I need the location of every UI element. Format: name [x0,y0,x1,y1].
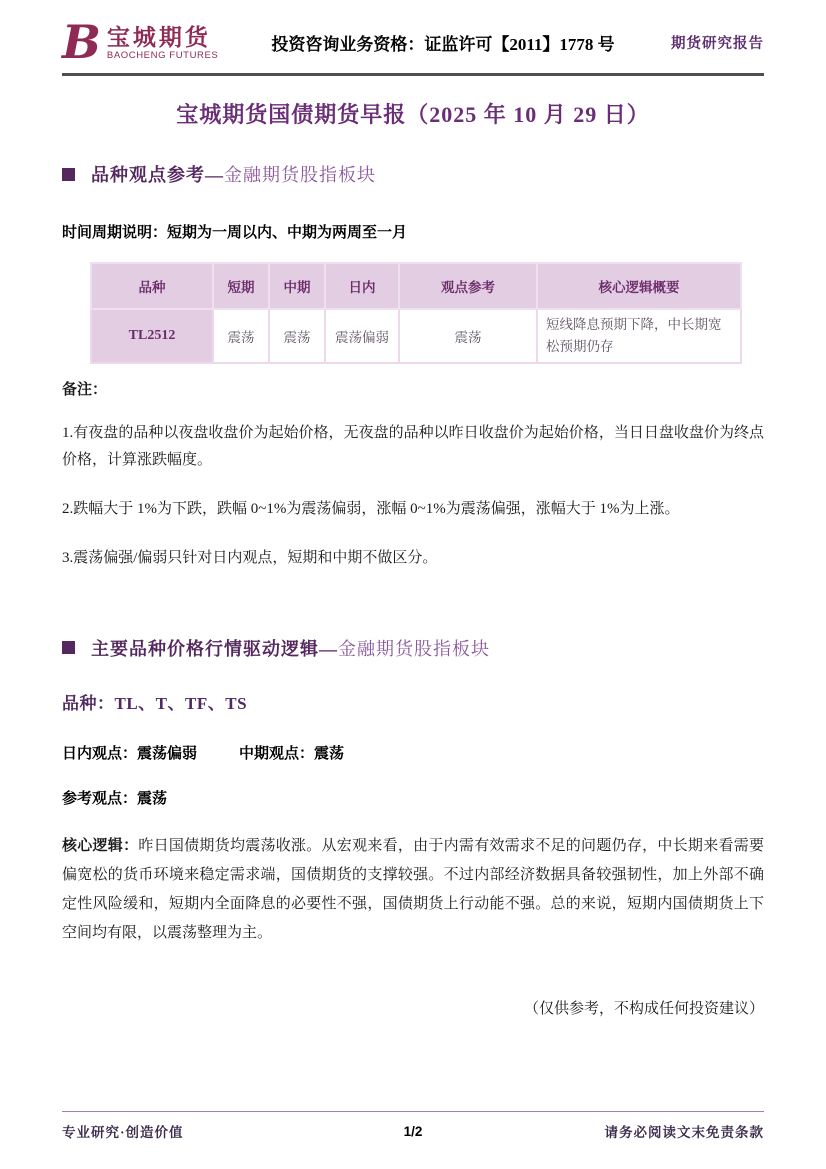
logo-monogram-icon: B [62,15,101,69]
col-header-view: 观点参考 [399,263,537,309]
remark-note-2: 2.跌幅大于 1%为下跌，跌幅 0~1%为震荡偏弱，涨幅 0~1%为震荡偏强，涨幅大于 1%为上涨。 [62,501,680,518]
viewpoint-table [90,262,742,363]
cell-intraday: 震荡偏弱 [325,309,399,362]
footer-disclaimer-note: 请务必阅读文末免责条款 [604,1125,764,1140]
section1-heading-bold: 品种观点参考— [91,165,224,186]
col-header-variety: 品种 [91,263,213,309]
mid-view-value: 震荡 [314,745,345,762]
core-logic-text: 昨日国债期货均震荡收涨。从宏观来看，由于内需有效需求不足的问题仍存，中长期来看需要偏宽松的货币环境来稳定需求端，国债期货的支撑较强。不过内部经济数据具备较强韧性，加上外部不确定性风险缓和，短期内全面降息的必要性不强，国债期货上行动能不强。总的来说，短期内国债期货上下空间均有限，以震荡整理为主。 [62,837,764,942]
core-logic-paragraph [62,832,764,949]
qualification-text: 投资咨询业务资格：证监许可【2011】1778 号 [271,35,615,55]
col-header-logic: 核心逻辑概要 [537,263,741,309]
square-bullet-icon [62,168,75,181]
cell-core-logic: 短线降息预期下降，中长期宽松预期仍存 [537,309,741,362]
mid-view-label: 中期观点： [239,745,315,762]
footer-slogan: 专业研究·创造价值 [62,1125,184,1140]
cell-mid-term: 震荡 [269,309,325,362]
section2-heading-bold: 主要品种价格行情驱动逻辑— [91,638,338,659]
logo-brand-cn: 宝城期货 [106,24,211,50]
square-bullet-icon [62,641,75,654]
col-header-short: 短期 [213,263,269,309]
logo-text [107,25,218,61]
cell-short-term: 震荡 [213,309,269,362]
variety-line: 品种：TL、T、TF、TS [62,693,248,713]
section2-heading [62,635,764,661]
core-logic-label: 核心逻辑： [62,837,139,854]
page-title: 宝城期货国债期货早报（2025 年 10 月 29 日） [176,102,650,128]
table-row [91,309,741,362]
reference-view-line [62,787,764,808]
period-note: 时间周期说明：短期为一周以内、中期为两周至一月 [62,225,408,242]
remark-note-3: 3.震荡偏强/偏弱只针对日内观点，短期和中期不做区分。 [62,549,438,566]
intraday-view-value: 震荡偏弱 [137,745,198,762]
cell-view: 震荡 [399,309,537,362]
section1-heading-light: 金融期货股指板块 [224,165,376,186]
table-header-row [91,263,741,309]
page-number: 1/2 [403,1123,423,1139]
col-header-mid: 中期 [269,263,325,309]
views-line [62,742,764,763]
remarks-title: 备注： [62,381,108,398]
reference-view-value: 震荡 [137,790,168,807]
reference-view-label: 参考观点： [62,790,138,807]
baocheng-logo [62,15,242,69]
page-footer [62,1111,764,1141]
col-header-intraday: 日内 [325,263,399,309]
logo-brand-en: BAOCHENG FUTURES [106,49,219,61]
report-type-label: 期货研究报告 [671,36,764,53]
page-header [62,0,764,76]
intraday-view-label: 日内观点： [62,745,138,762]
section2-heading-light: 金融期货股指板块 [338,638,490,659]
remark-note-1: 1.有夜盘的品种以夜盘收盘价为起始价格，无夜盘的品种以昨日收盘价为起始价格，当日日盘收盘价为终点价格，计算涨跌幅度。 [62,424,764,469]
section1-heading [62,161,764,187]
cell-variety: TL2512 [91,309,213,362]
disclaimer-text: （仅供参考，不构成任何投资建议） [523,1000,764,1017]
